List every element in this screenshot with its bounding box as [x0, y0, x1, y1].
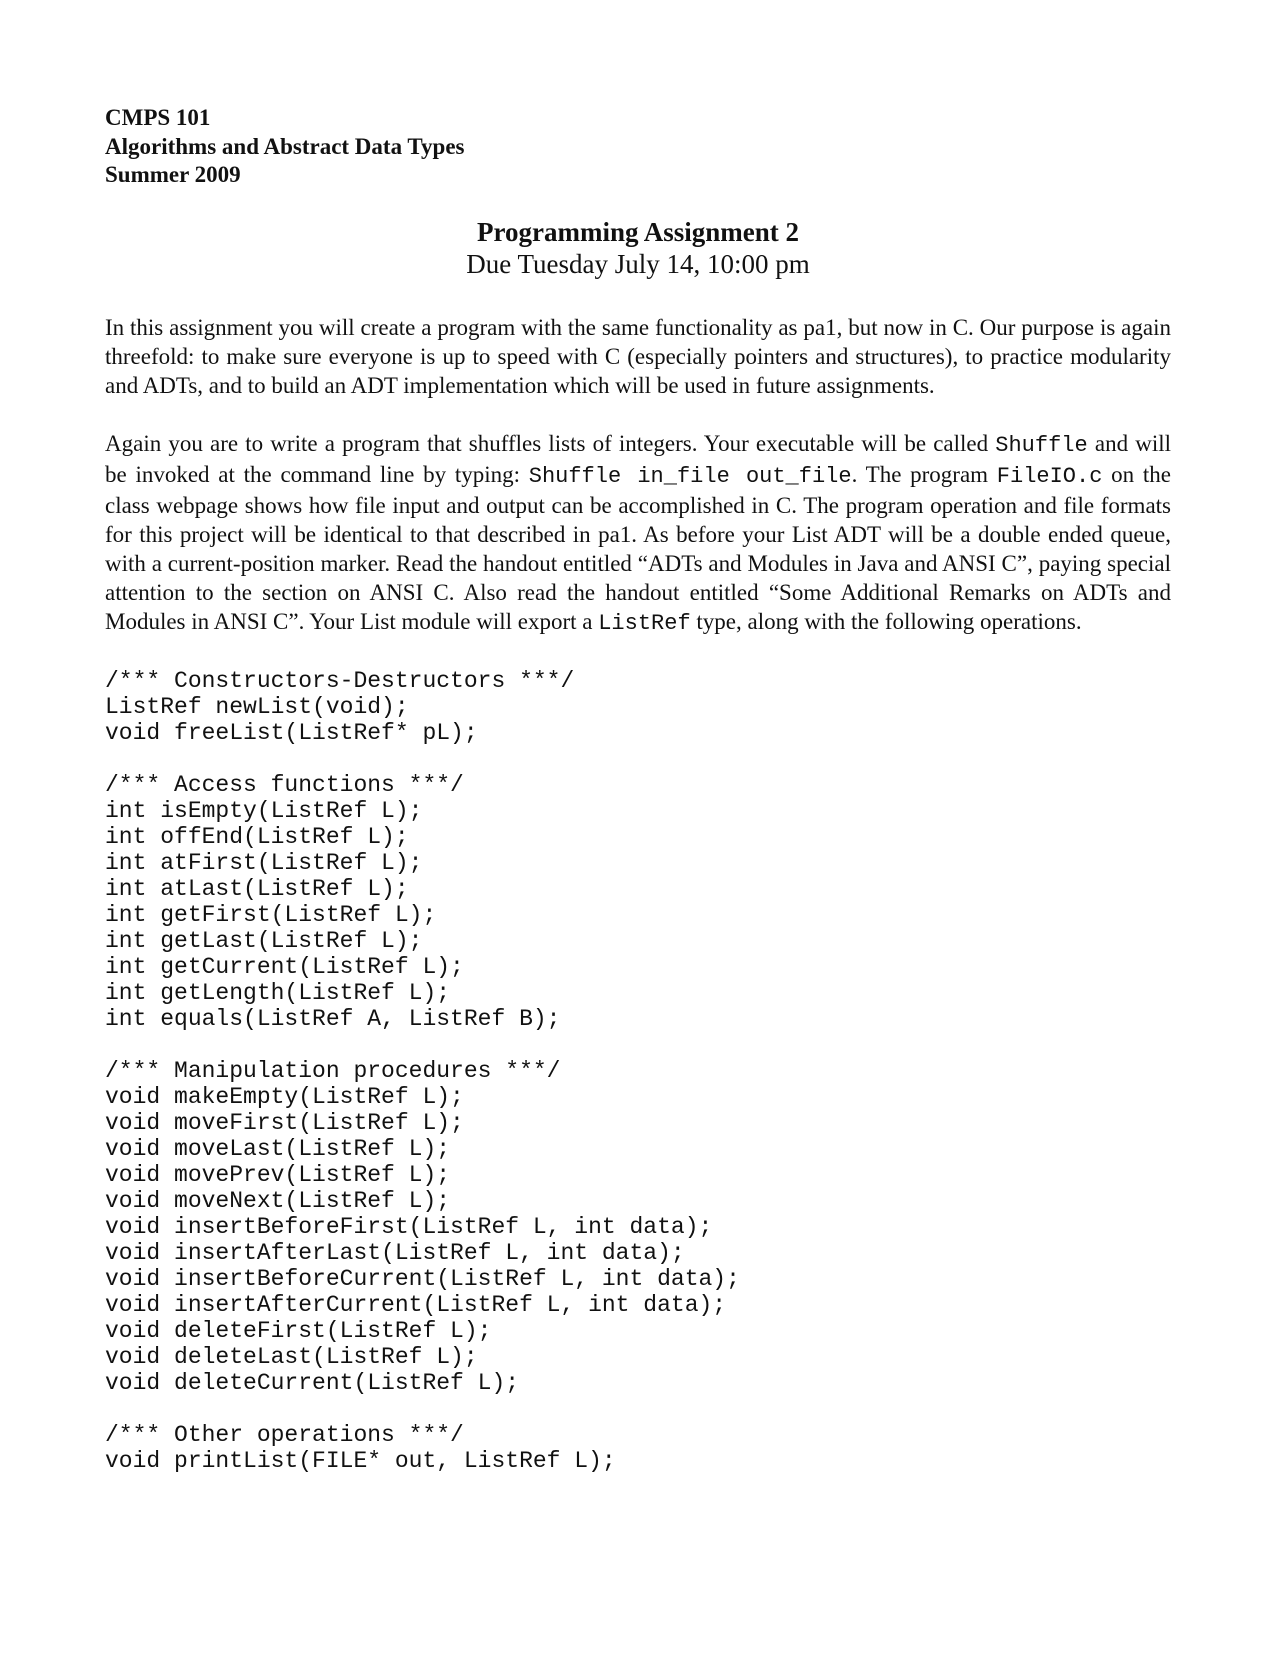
code-line: void deleteCurrent(ListRef L); [105, 1369, 520, 1396]
code-line: int getLast(ListRef L); [105, 927, 423, 954]
code-line: void moveNext(ListRef L); [105, 1187, 451, 1214]
code-line: void deleteFirst(ListRef L); [105, 1317, 492, 1344]
listref-type: ListRef [598, 610, 691, 636]
code-line: void moveLast(ListRef L); [105, 1135, 451, 1162]
code-line: int offEnd(ListRef L); [105, 823, 409, 850]
due-date: Due Tuesday July 14, 10:00 pm [466, 248, 810, 279]
intro-paragraph: In this assignment you will create a program with the same functionality as pa1, but now in C. Our purpose is again threefold: to make sure everyone is up to speed with C (especially pointers and structures), to practice modularity and ADTs, and to build an ADT implementation which will be used in future assignments. [105, 314, 1171, 398]
code-comment-heading: /*** Access functions ***/ [105, 771, 464, 798]
code-line: void deleteLast(ListRef L); [105, 1343, 478, 1370]
instructions-text-5: type, along with the following operations. [696, 608, 1082, 634]
code-group [105, 1422, 1171, 1474]
code-line: void insertBeforeFirst(ListRef L, int data); [105, 1213, 713, 1240]
code-group [105, 772, 1171, 1032]
fileio-filename: FileIO.c [996, 463, 1103, 489]
code-line: int getLength(ListRef L); [105, 979, 451, 1006]
code-line: int getCurrent(ListRef L); [105, 953, 464, 980]
code-line: void freeList(ListRef* pL); [105, 719, 478, 746]
code-comment-heading: /*** Manipulation procedures ***/ [105, 1057, 561, 1084]
code-comment-heading: /*** Other operations ***/ [105, 1421, 464, 1448]
executable-name: Shuffle [995, 432, 1088, 458]
code-line: int atFirst(ListRef L); [105, 849, 423, 876]
instructions-paragraph [105, 429, 1171, 638]
code-line: void insertAfterCurrent(ListRef L, int data); [105, 1291, 727, 1318]
title-block [105, 216, 1171, 280]
code-group [105, 1058, 1171, 1396]
course-number: CMPS 101 [105, 105, 211, 130]
code-comment-heading: /*** Constructors-Destructors ***/ [105, 667, 575, 694]
document-page [105, 104, 1171, 1474]
code-line: void makeEmpty(ListRef L); [105, 1083, 464, 1110]
instructions-text-4: on the class webpage shows how file input and output can be accomplished in C. The program operation and file formats for this project will be identical to that described in pa1. As before your List ADT will be a double ended queue, with a current-position marker. Read the handout entitled “ADTs and Modules in Java and ANSI C”, paying special attention to the section on ANSI C. Also read the handout entitled “Some Additional Remarks on ADTs and Modules in ANSI C”. Your List module will export a [105, 461, 1171, 634]
code-line: void insertBeforeCurrent(ListRef L, int data); [105, 1265, 740, 1292]
code-line: void movePrev(ListRef L); [105, 1161, 451, 1188]
code-line: ListRef newList(void); [105, 693, 409, 720]
code-line: int getFirst(ListRef L); [105, 901, 437, 928]
code-listing [105, 668, 1171, 1474]
course-subject: Algorithms and Abstract Data Types [105, 133, 465, 159]
code-group [105, 668, 1171, 746]
instructions-text-3: . The program [851, 461, 989, 487]
code-line: int atLast(ListRef L); [105, 875, 409, 902]
course-term: Summer 2009 [105, 162, 241, 187]
instructions-text-2: and will be invoked at the command line by typing: [105, 430, 1172, 487]
code-line: int isEmpty(ListRef L); [105, 797, 423, 824]
assignment-title: Programming Assignment 2 [477, 216, 799, 247]
instructions-text-1: Again you are to write a program that shuffles lists of integers. Your executable will be called [105, 430, 989, 456]
code-line: int equals(ListRef A, ListRef B); [105, 1005, 561, 1032]
code-line: void insertAfterLast(ListRef L, int data); [105, 1239, 685, 1266]
course-header [105, 104, 1171, 190]
code-line: void moveFirst(ListRef L); [105, 1109, 464, 1136]
command-line-example: Shuffle in_file out_file [528, 463, 852, 489]
code-line: void printList(FILE* out, ListRef L); [105, 1447, 616, 1474]
